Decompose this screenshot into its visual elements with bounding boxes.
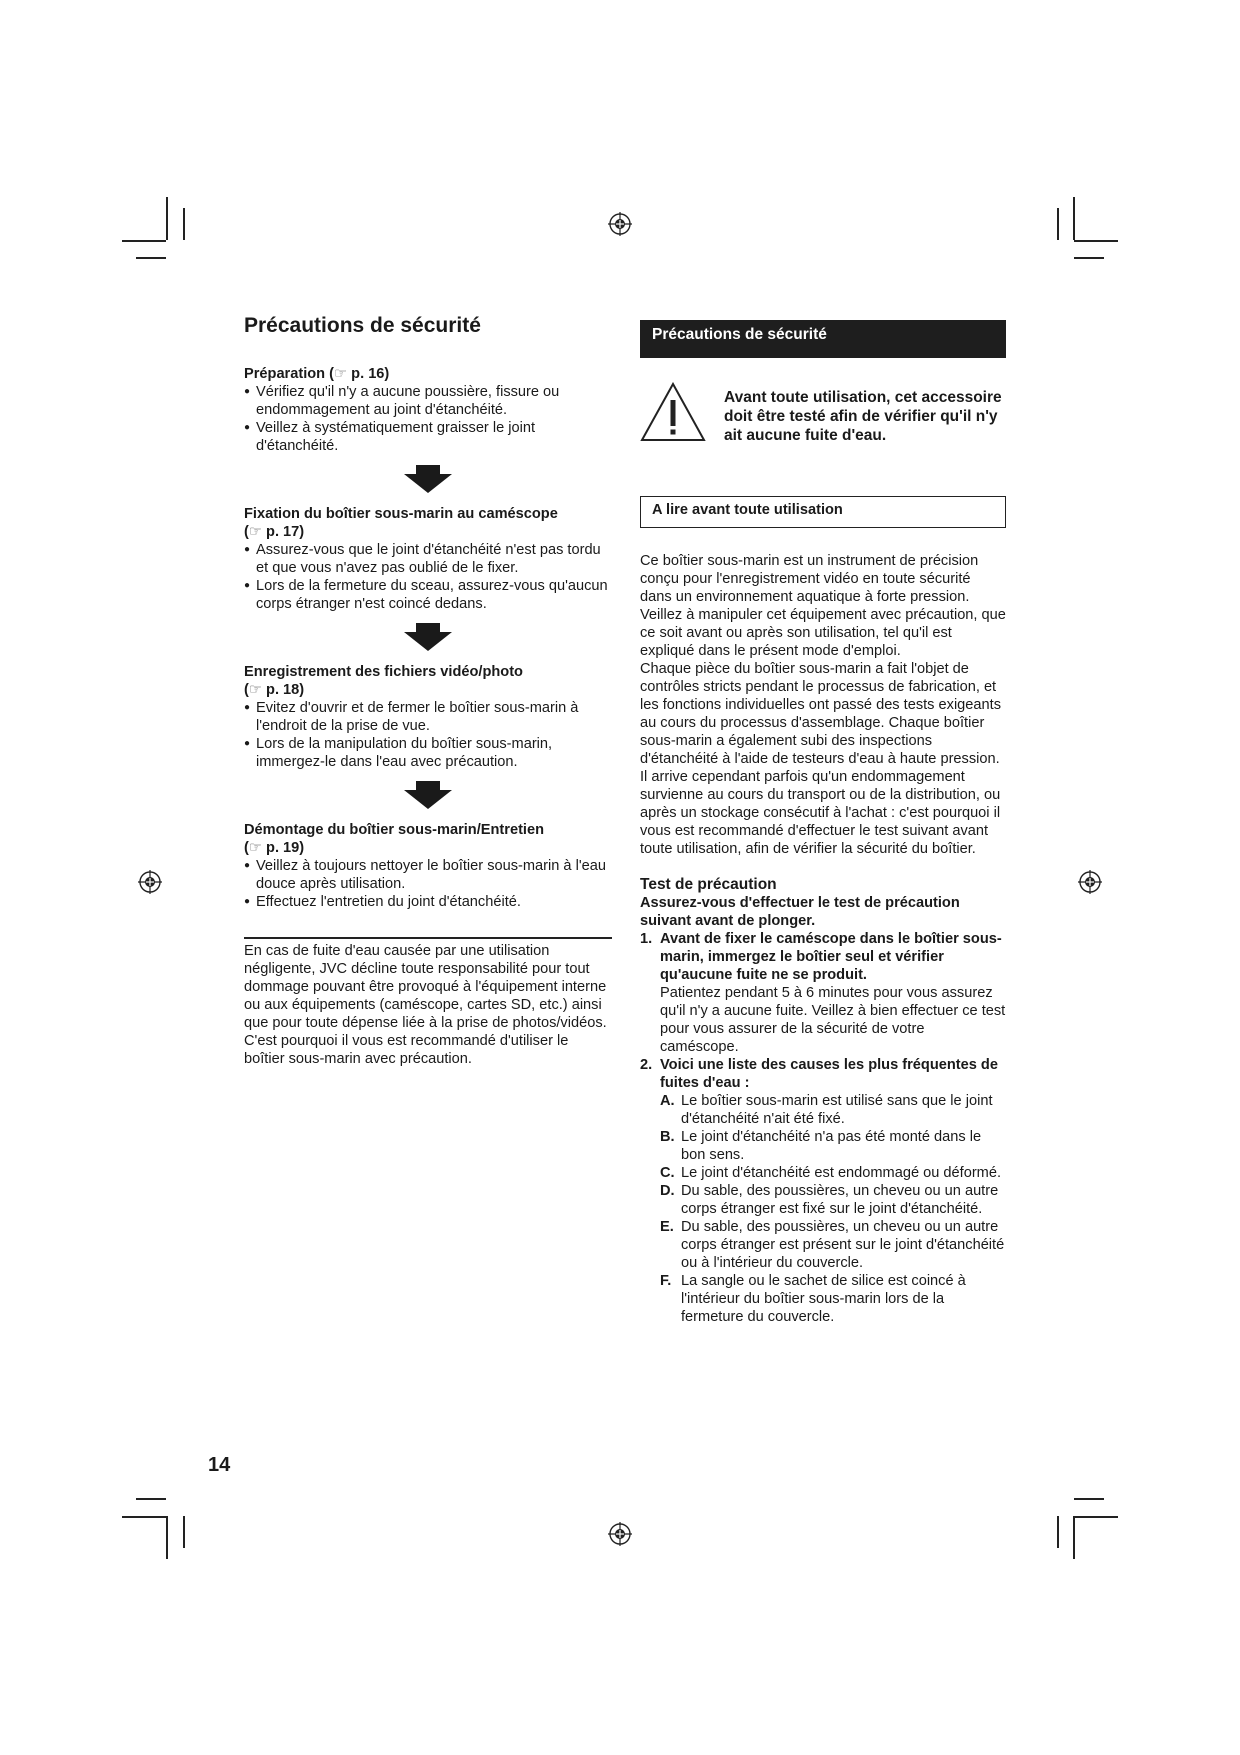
page-reference-text: p. 19) — [266, 840, 305, 856]
test-heading: Test de précaution — [640, 876, 777, 893]
hand-pointer-icon: ☞ — [248, 524, 262, 540]
cause-item — [640, 1128, 1006, 1164]
item-bold-text: Voici une liste des causes les plus fréquentes de fuites d'eau : — [660, 1057, 998, 1091]
item-number: 1. — [640, 931, 653, 947]
crop-mark — [1074, 240, 1118, 242]
crop-mark — [166, 197, 168, 240]
step-demontage — [244, 821, 612, 911]
cause-text: Le boîtier sous-marin est utilisé sans que le joint d'étanchéité n'ait été fixé. — [681, 1093, 993, 1127]
cause-item — [640, 1272, 1006, 1326]
right-column — [640, 320, 1006, 1326]
crop-mark — [1074, 1498, 1104, 1500]
crop-mark — [1074, 257, 1104, 259]
crop-mark — [1057, 1516, 1059, 1548]
disclaimer-text: En cas de fuite d'eau causée par une utilisation négligente, JVC décline toute responsabilité pour tout dommage pouvant être provoqué à l'équipement interne ou aux équipements (caméscope, cartes SD, etc.) ainsi que pour toute dépense liée à la prise de photos/vidéos. C'est pourquoi il vous est recommandé d'utiliser le boîtier sous-marin avec précaution. — [244, 942, 607, 1067]
bullet-item: ● Lors de la manipulation du boîtier sous-marin, immergez-le dans l'eau avec précaution. — [244, 735, 612, 771]
bullet-item: ● Effectuez l'entretien du joint d'étanchéité. — [244, 893, 612, 911]
crop-mark — [1073, 197, 1075, 240]
ref-paren: ( — [244, 524, 249, 540]
registration-mark-icon — [608, 212, 632, 236]
cause-text: Du sable, des poussières, un cheveu ou un autre corps étranger est fixé sur le joint d'étanchéité. — [681, 1183, 999, 1217]
crop-mark — [136, 1498, 166, 1500]
intro-paragraph: Chaque pièce du boîtier sous-marin a fait l'objet de contrôles stricts pendant le processus de fabrication, et les fonctions individuelles ont passé des tests exigeants au cours du processus d'assemblage. Chaque boîtier sous-marin a également subi des inspections d'étanchéité à l'aide de testeurs d'eau à haute pression. Il arrive cependant parfois qu'un endommagement survienne au cours du transport ou de la distribution, ou après un stockage consécutif à l'achat : c'est pourquoi il vous est recommandé d'effectuer le test suivant avant toute utilisation, afin de vérifier la sécurité du boîtier. — [640, 661, 1002, 857]
section-banner: Précautions de sécurité — [640, 320, 1006, 358]
cause-letter: E. — [660, 1219, 674, 1235]
page-reference: p. 16) — [351, 366, 390, 382]
warning-block — [640, 382, 1006, 480]
cause-item — [640, 1218, 1006, 1272]
cause-letter: F. — [660, 1273, 672, 1289]
item-text: Patientez pendant 5 à 6 minutes pour vous assurez qu'il n'y a aucune fuite. Veillez à bien effectuer ce test pour vous assurer de la sécurité de votre caméscope. — [660, 985, 1006, 1055]
step-title: Fixation du boîtier sous-marin au caméscope — [244, 506, 558, 522]
cause-letter: D. — [660, 1183, 675, 1199]
warning-text: Avant toute utilisation, cet accessoire doit être testé afin de vérifier qu'il n'y ait aucune fuite d'eau. — [724, 389, 1002, 444]
page-reference — [244, 839, 612, 857]
bullet-item: ● Veillez à systématiquement graisser le joint d'étanchéité. — [244, 419, 612, 455]
hand-pointer-icon: ☞ — [248, 840, 262, 856]
cause-text: La sangle ou le sachet de silice est coincé à l'intérieur du boîtier sous-marin lors de la fermeture du couvercle. — [681, 1273, 966, 1325]
hand-pointer-icon: ☞ — [334, 366, 348, 382]
page-reference-text: p. 17) — [266, 524, 305, 540]
crop-mark — [1073, 1516, 1075, 1559]
cause-letter: B. — [660, 1129, 675, 1145]
warning-triangle-icon — [640, 382, 706, 442]
cause-letter: C. — [660, 1165, 675, 1181]
page-title: Précautions de sécurité — [244, 314, 481, 337]
cause-item — [640, 1164, 1006, 1182]
numbered-item — [640, 930, 1006, 1056]
crop-mark — [136, 257, 166, 259]
crop-mark — [183, 1516, 185, 1548]
page-number: 14 — [208, 1454, 231, 1476]
step-title: Démontage du boîtier sous-marin/Entretien — [244, 822, 545, 838]
ref-paren: ( — [244, 840, 249, 856]
bullet-item: ● Lors de la fermeture du sceau, assurez-vous qu'aucun corps étranger n'est coincé dedans. — [244, 577, 612, 613]
cause-item — [640, 1182, 1006, 1218]
step-title — [244, 365, 612, 383]
crop-mark — [1074, 1516, 1118, 1518]
numbered-item — [640, 1056, 1006, 1092]
boxed-heading: A lire avant toute utilisation — [640, 496, 1006, 528]
down-arrow-icon — [404, 623, 452, 651]
crop-mark — [122, 240, 166, 242]
cause-text: Du sable, des poussières, un cheveu ou un autre corps étranger est présent sur le joint d'étanchéité ou à l'intérieur du couvercle. — [681, 1219, 1005, 1271]
crop-mark — [1057, 208, 1059, 240]
cause-text: Le joint d'étanchéité est endommagé ou déformé. — [681, 1165, 1002, 1181]
ref-paren: ( — [244, 682, 249, 698]
registration-mark-icon — [1078, 870, 1102, 894]
bullet-item: ● Vérifiez qu'il n'y a aucune poussière, fissure ou endommagement au joint d'étanchéité. — [244, 383, 612, 419]
item-bold-text: Avant de fixer le caméscope dans le boîtier sous-marin, immergez le boîtier seul et vérifier qu'aucune fuite ne se produit. — [660, 931, 1002, 983]
registration-mark-icon — [608, 1522, 632, 1546]
divider — [244, 937, 612, 939]
test-subheading: Assurez-vous d'effectuer le test de précaution suivant avant de plonger. — [640, 895, 960, 929]
step-preparation — [244, 365, 612, 455]
step-fixation — [244, 505, 612, 613]
down-arrow-icon — [404, 465, 452, 493]
left-column — [244, 314, 612, 1068]
page-reference — [244, 523, 612, 541]
cause-letter: A. — [660, 1093, 675, 1109]
bullet-item: ● Veillez à toujours nettoyer le boîtier sous-marin à l'eau douce après utilisation. — [244, 857, 612, 893]
crop-mark — [166, 1516, 168, 1559]
intro-paragraph: Ce boîtier sous-marin est un instrument de précision conçu pour l'enregistrement vidéo en toute sécurité dans un environnement aquatique à forte pression. Veillez à manipuler cet équipement avec précaution, que ce soit avant ou après son utilisation, tel qu'il est expliqué dans le présent mode d'emploi. — [640, 553, 1006, 659]
cause-text: Le joint d'étanchéité n'a pas été monté dans le bon sens. — [681, 1129, 982, 1163]
cause-item — [640, 1092, 1006, 1128]
step-title: Enregistrement des fichiers vidéo/photo — [244, 664, 523, 680]
step-enregistrement — [244, 663, 612, 771]
registration-mark-icon — [138, 870, 162, 894]
crop-mark — [122, 1516, 166, 1518]
hand-pointer-icon: ☞ — [248, 682, 262, 698]
page-reference — [244, 681, 612, 699]
item-number: 2. — [640, 1057, 653, 1073]
page-reference-text: p. 18) — [266, 682, 305, 698]
step-title-text: Préparation ( — [244, 366, 335, 382]
crop-mark — [183, 208, 185, 240]
down-arrow-icon — [404, 781, 452, 809]
bullet-item: ● Assurez-vous que le joint d'étanchéité n'est pas tordu et que vous n'avez pas oublié de le fixer. — [244, 541, 612, 577]
bullet-item: ● Evitez d'ouvrir et de fermer le boîtier sous-marin à l'endroit de la prise de vue. — [244, 699, 612, 735]
